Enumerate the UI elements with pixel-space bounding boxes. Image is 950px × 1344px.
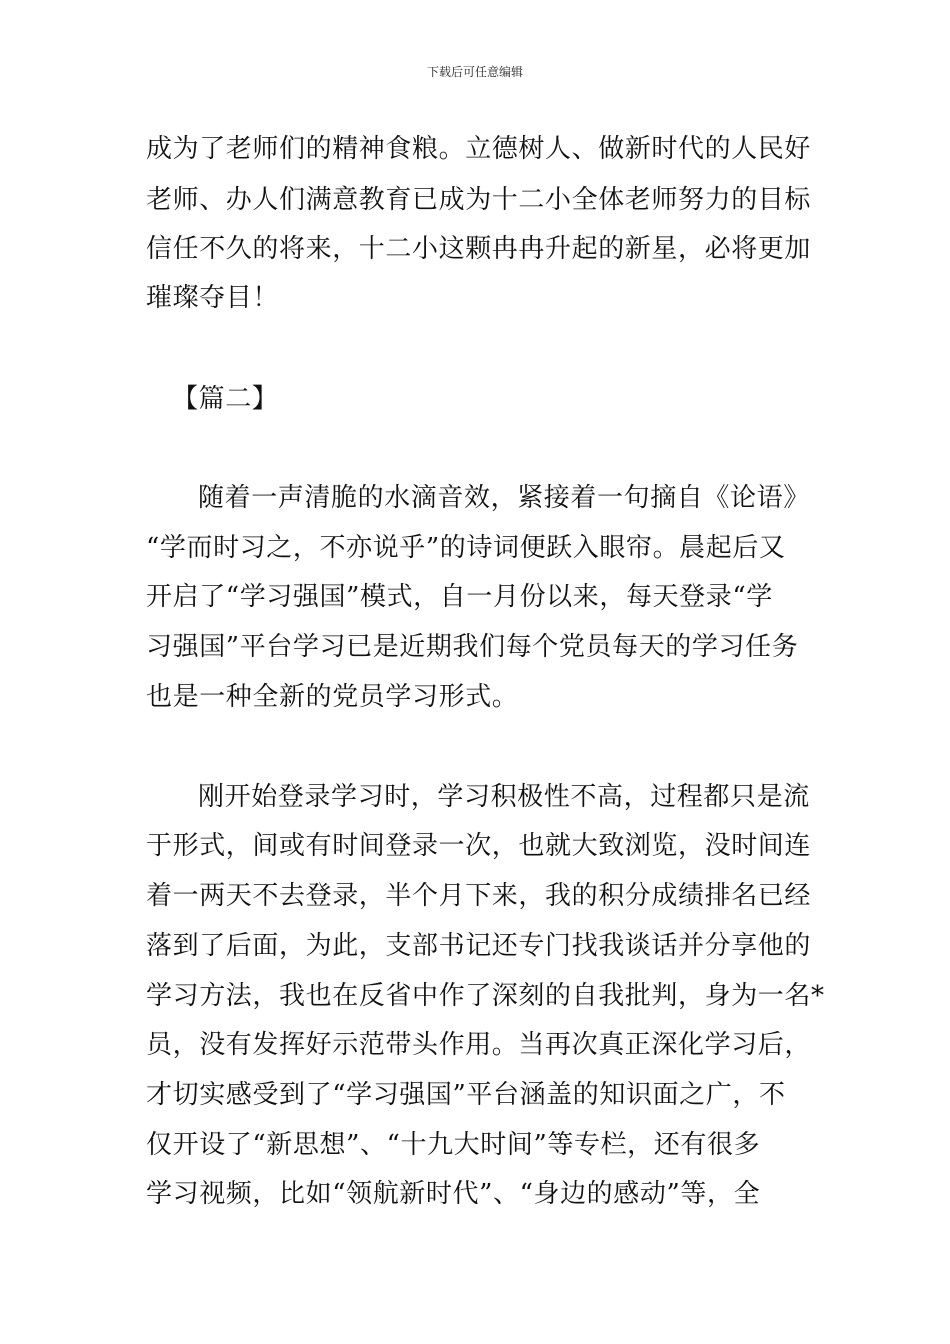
text-line: 于形式，间或有时间登录一次，也就大致浏览，没时间连 [146, 831, 812, 861]
text-line: 才切实感受到了“学习强国”平台涵盖的知识面之广，不 [146, 1080, 786, 1110]
text-line: 成为了老师们的精神食粮。立德树人、做新时代的人民好 [146, 134, 812, 164]
text-line: 学习方法，我也在反省中作了深刻的自我批判，身为一名* [146, 981, 825, 1011]
text-line: 学习视频，比如“领航新时代”、“身边的感动”等，全 [146, 1179, 761, 1209]
text-line: 落到了后面，为此，支部书记还专门找我谈话并分享他的 [146, 931, 812, 961]
text-line: “学而时习之，不亦说乎”的诗词便跃入眼帘。晨起后又 [146, 533, 786, 563]
text-line: 开启了“学习强国”模式，自一月份以来，每天登录“学 [146, 582, 773, 612]
text-line: 随着一声清脆的水滴音效，紧接着一句摘自《论语》 [198, 483, 810, 513]
section-heading: 【篇二】 [172, 384, 279, 414]
page-header: 下载后可任意编辑 [426, 65, 523, 79]
text-line: 老师、办人们满意教育已成为十二小全体老师努力的目标 [146, 185, 812, 215]
text-line: 璀璨夺目！ [146, 283, 280, 313]
text-line: 员，没有发挥好示范带头作用。当再次真正深化学习后， [146, 1030, 812, 1060]
text-line: 信任不久的将来，十二小这颗冉冉升起的新星，必将更加 [146, 234, 812, 264]
text-line: 仅开设了“新思想”、“十九大时间”等专栏，还有很多 [146, 1130, 761, 1160]
text-line: 着一两天不去登录，半个月下来，我的积分成绩排名已经 [146, 881, 812, 911]
text-line: 也是一种全新的党员学习形式。 [146, 682, 519, 712]
text-line: 习强国”平台学习已是近期我们每个党员每天的学习任务 [146, 632, 799, 662]
text-line: 刚开始登录学习时，学习积极性不高，过程都只是流 [198, 782, 810, 812]
